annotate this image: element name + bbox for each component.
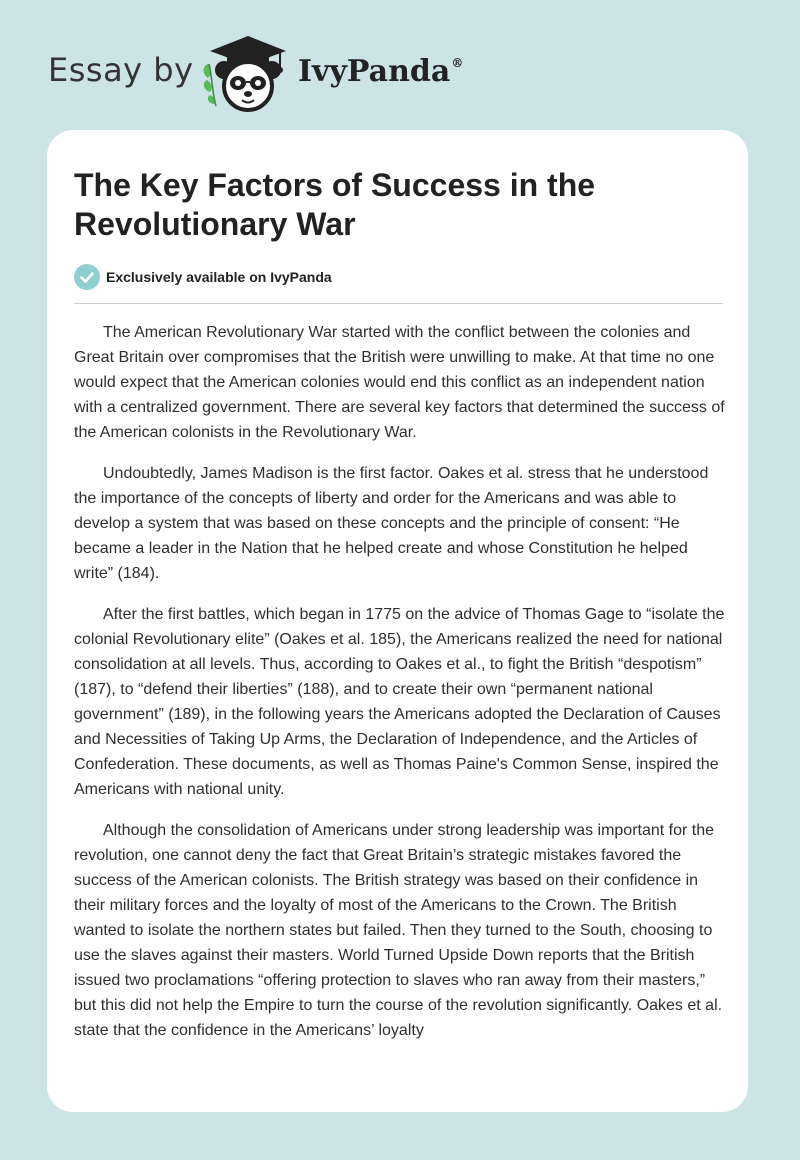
essay-by-label: Essay by <box>48 51 194 89</box>
check-circle-icon <box>74 264 100 290</box>
essay-body <box>74 320 726 1059</box>
paragraph: The American Revolutionary War started with the conflict between the colonies and Great Britain over compromises that the British were unwilling to make. At that time no one would expect that the American colonies would end this conflict as an independent nation with a centralized government. There are several key factors that determined the success of the American colonists in the Revolutionary War. <box>74 324 725 441</box>
panda-graduate-logo-icon <box>200 34 292 114</box>
paragraph: Although the consolidation of Americans under strong leadership was important for the revolution, one cannot deny the fact that Great Britain’s strategic mistakes favored the success of the American colonists. The British strategy was based on their confidence in their military forces and the loyalty of most of the Americans to the Crown. The British wanted to isolate the northern states but failed. Then they turned to the South, choosing to use the slaves against their masters. World Turned Upside Down reports that the British issued two proclamations “offering protection to slaves who ran away from their masters,” but this did not help the Empire to turn the course of the revolution significantly. Oakes et al. state that the confidence in the Americans’ loyalty <box>74 822 723 1039</box>
essay-title: The Key Factors of Success in the Revolutionary War <box>74 167 596 242</box>
ivypanda-wordmark: IvyPanda® <box>298 54 464 89</box>
paragraph: Undoubtedly, James Madison is the first factor. Oakes et al. stress that he understood the importance of the concepts of liberty and order for the Americans and was able to develop a system that was based on these concepts and the principle of consent: “He became a leader in the Nation that he helped create and whose Constitution he helped write” (184). <box>74 465 709 582</box>
title-divider <box>74 303 723 304</box>
site-header <box>48 34 508 114</box>
exclusive-badge <box>74 263 332 291</box>
paragraph: After the first battles, which began in 1775 on the advice of Thomas Gage to “isolate the colonial Revolutionary elite” (Oakes et al. 185), the Americans realized the need for national consolidation at all levels. Thus, according to Oakes et al., to fight the British “despotism” (187), to “defend their liberties” (188), and to create their own “permanent national government” (189), in the following years the Americans adopted the Declaration of Causes and Necessities of Taking Up Arms, the Declaration of Independence, and the Articles of Confederation. These documents, as well as Thomas Paine's Common Sense, inspired the Americans with national unity. <box>74 606 725 798</box>
essay-card <box>47 130 748 1112</box>
exclusive-label: Exclusively available on IvyPanda <box>106 269 332 285</box>
registered-mark: ® <box>451 56 464 70</box>
